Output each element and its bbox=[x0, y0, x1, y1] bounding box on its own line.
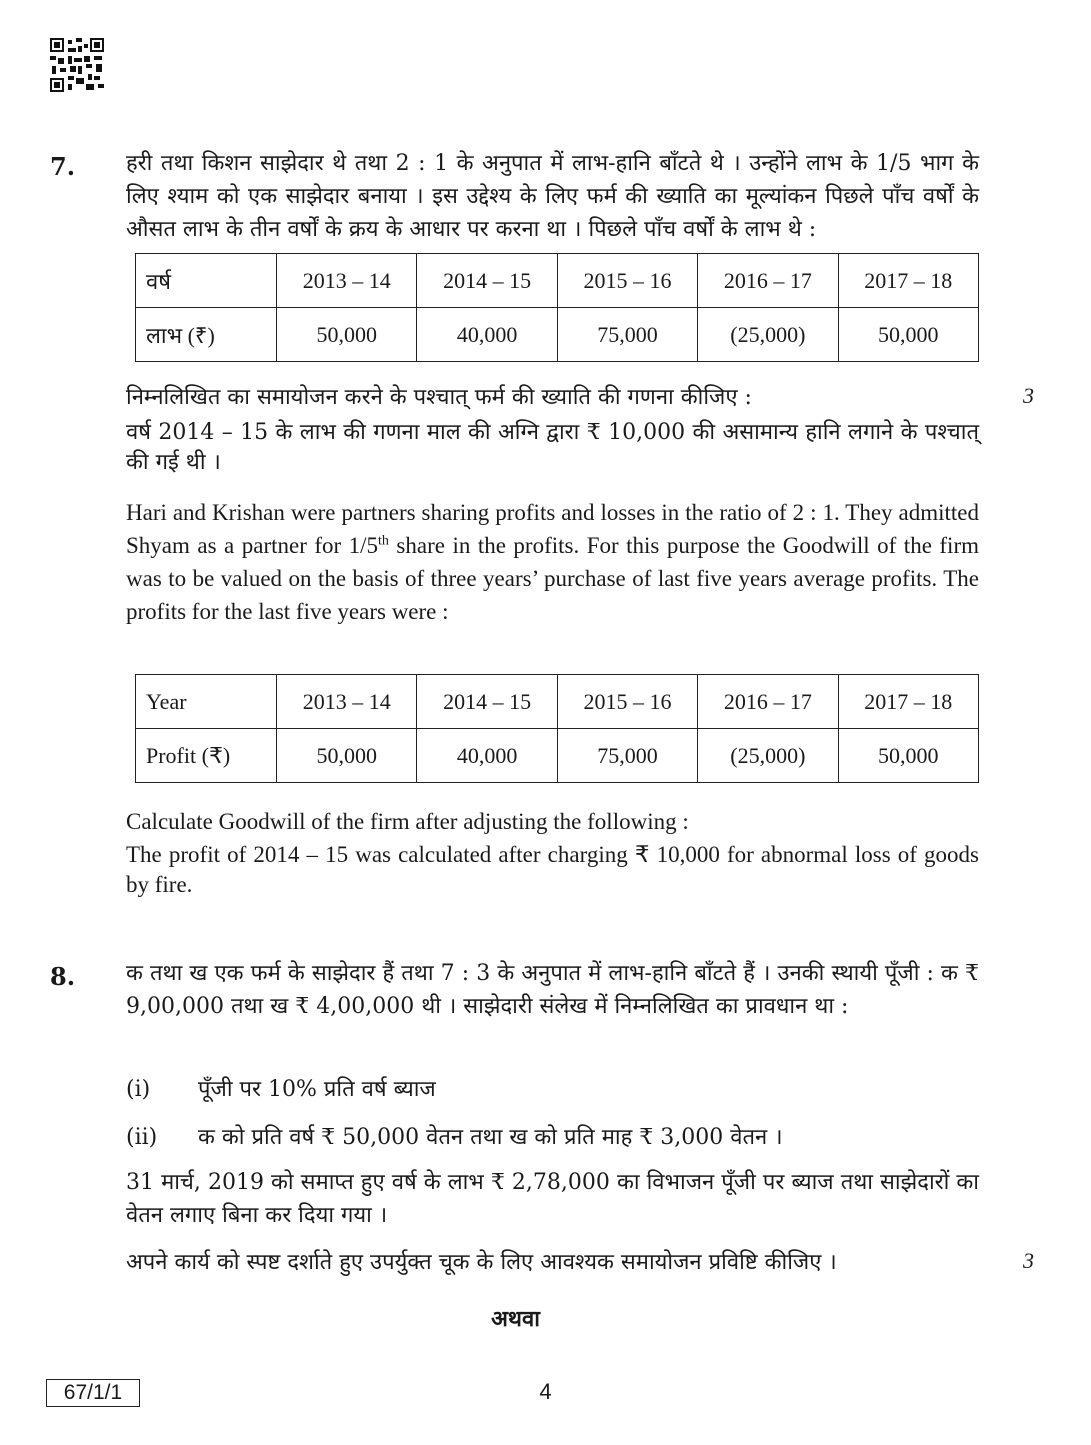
list-item bbox=[126, 1121, 783, 1154]
question-7-english-text bbox=[126, 496, 979, 628]
table-year-cell: 2013 – 14 bbox=[277, 675, 417, 729]
question-7-english-adjustment: The profit of 2014 – 15 was calculated after charging ₹ 10,000 for abnormal loss of goods by fire. bbox=[126, 842, 979, 897]
table-value-cell: 40,000 bbox=[417, 729, 557, 783]
list-item-text: पूँजी पर 10% प्रति वर्ष ब्याज bbox=[198, 1077, 436, 1102]
table-value-cell: 75,000 bbox=[557, 308, 697, 362]
question-7-hindi-adjustment: वर्ष 2014 – 15 के लाभ की गणना माल की अग्नि द्वारा ₹ 10,000 की असामान्य हानि लगाने के पश्चात् की गई थी । bbox=[126, 420, 979, 475]
table-value-cell: 50,000 bbox=[277, 729, 417, 783]
table-value-cell: 50,000 bbox=[277, 308, 417, 362]
table-header-label: Year bbox=[136, 675, 277, 729]
table-year-cell: 2017 – 18 bbox=[838, 675, 978, 729]
table-value-cell: 50,000 bbox=[838, 729, 978, 783]
table-value-cell: (25,000) bbox=[698, 308, 838, 362]
table-row bbox=[136, 308, 979, 362]
list-item-label: (ii) bbox=[126, 1125, 158, 1150]
question-8-hindi-text-2: 31 मार्च, 2019 को समाप्त हुए वर्ष के लाभ ₹ 2,78,000 का विभाजन पूँजी पर ब्याज तथा साझेदारों का वेतन लगाए बिना कर दिया गया । bbox=[126, 1170, 979, 1228]
table-year-cell: 2016 – 17 bbox=[698, 254, 838, 308]
english-text-part: Hari and Krishan were partners sharing profits and losses in the ratio of 2 : 1. They admitted Shyam as a partner for 1/5 bbox=[126, 500, 979, 558]
english-text-part: share in the profits. For this purpose the Goodwill of the firm was to be valued on the basis of three years’ purchase of last five years average profits. The profits for the last five years were : bbox=[126, 533, 979, 624]
ordinal-suffix: th bbox=[378, 533, 389, 549]
question-8-marks: 3 bbox=[1023, 1248, 1034, 1273]
question-7-marks: 3 bbox=[1023, 383, 1034, 408]
list-item bbox=[126, 1073, 436, 1106]
question-7-hindi-instruction: निम्नलिखित का समायोजन करने के पश्चात् फर्म की ख्याति की गणना कीजिए : bbox=[126, 385, 752, 410]
table-year-cell: 2014 – 15 bbox=[417, 675, 557, 729]
table-year-cell: 2016 – 17 bbox=[698, 675, 838, 729]
table-row bbox=[136, 675, 979, 729]
table-value-cell: 75,000 bbox=[557, 729, 697, 783]
question-8-number: 8. bbox=[50, 962, 76, 991]
table-year-cell: 2017 – 18 bbox=[838, 254, 978, 308]
question-8-hindi-text: क तथा ख एक फर्म के साझेदार हैं तथा 7 : 3 के अनुपात में लाभ-हानि बाँटते हैं । उनकी स्थायी पूँजी : क ₹ 9,00,000 तथा ख ₹ 4,00,000 थी । साझेदारी संलेख में निम्नलिखित का प्रावधान था : bbox=[126, 961, 979, 1019]
question-7-english-instruction: Calculate Goodwill of the firm after adjusting the following : bbox=[126, 809, 689, 834]
qr-code-icon bbox=[50, 38, 104, 92]
table-row-label: Profit (₹) bbox=[136, 729, 277, 783]
table-value-cell: (25,000) bbox=[698, 729, 838, 783]
table-row bbox=[136, 729, 979, 783]
table-year-cell: 2013 – 14 bbox=[277, 254, 417, 308]
hindi-profit-table bbox=[135, 253, 979, 362]
table-year-cell: 2015 – 16 bbox=[557, 254, 697, 308]
table-year-cell: 2015 – 16 bbox=[557, 675, 697, 729]
page-number: 4 bbox=[539, 1379, 552, 1404]
question-8-hindi-instruction: अपने कार्य को स्पष्ट दर्शाते हुए उपर्युक्त चूक के लिए आवश्यक समायोजन प्रविष्टि कीजिए । bbox=[126, 1250, 837, 1275]
table-year-cell: 2014 – 15 bbox=[417, 254, 557, 308]
table-row-label: लाभ (₹) bbox=[136, 308, 277, 362]
or-separator: अथवा bbox=[491, 1306, 540, 1332]
table-value-cell: 40,000 bbox=[417, 308, 557, 362]
english-profit-table bbox=[135, 674, 979, 783]
table-value-cell: 50,000 bbox=[838, 308, 978, 362]
table-header-label: वर्ष bbox=[136, 254, 277, 308]
question-7-hindi-text: हरी तथा किशन साझेदार थे तथा 2 : 1 के अनुपात में लाभ-हानि बाँटते थे । उन्होंने लाभ के 1/5 भाग के लिए श्याम को एक साझेदार बनाया । इस उद्देश्य के लिए फर्म की ख्याति का मूल्यांकन पिछले पाँच वर्षों के औसत लाभ के तीन वर्षों के क्रय के आधार पर करना था । पिछले पाँच वर्षों के लाभ थे : bbox=[126, 151, 979, 242]
question-7-number: 7. bbox=[50, 152, 76, 181]
list-item-label: (i) bbox=[126, 1077, 151, 1102]
paper-code: 67/1/1 bbox=[46, 1379, 140, 1407]
table-row bbox=[136, 254, 979, 308]
list-item-text: क को प्रति वर्ष ₹ 50,000 वेतन तथा ख को प्रति माह ₹ 3,000 वेतन । bbox=[198, 1125, 783, 1150]
